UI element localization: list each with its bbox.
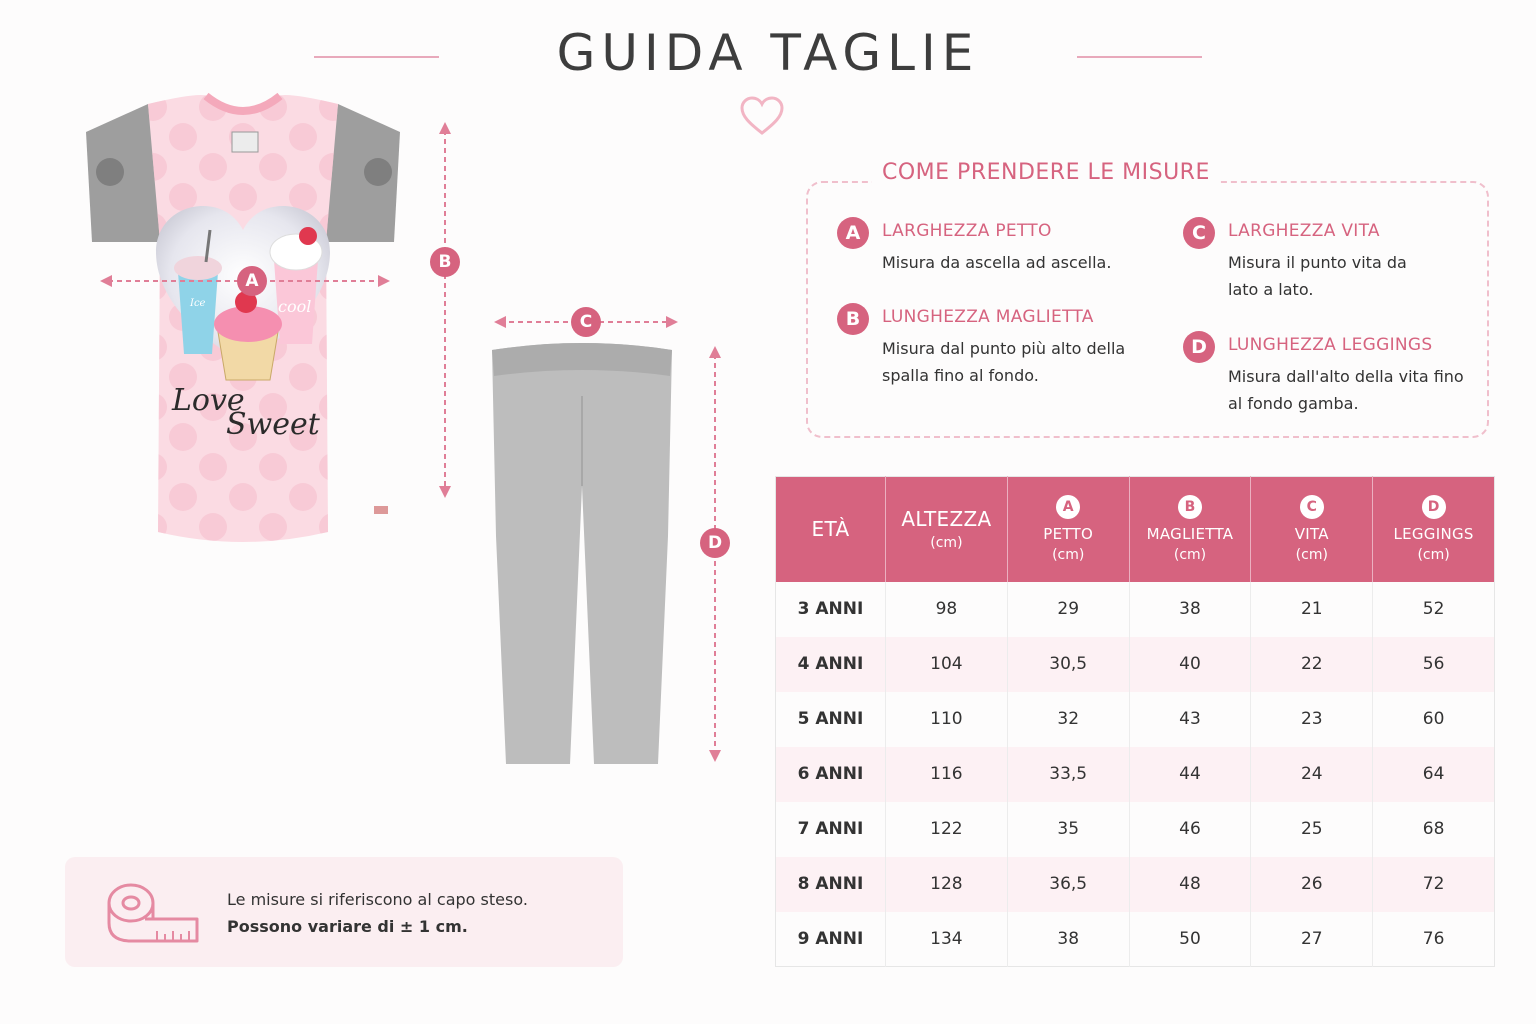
cell-waist: 26 (1251, 857, 1373, 912)
cell-waist: 27 (1251, 912, 1373, 967)
cell-chest: 38 (1007, 912, 1129, 967)
page-title: GUIDA TAGLIE (556, 24, 980, 82)
tshirt-illustration (78, 92, 408, 552)
header-badge: B (1178, 495, 1202, 519)
cup-text-cool: cool (278, 297, 312, 316)
header-height (886, 477, 1008, 582)
marker-d-badge: D (700, 528, 730, 558)
cell-age: 5 ANNI (776, 692, 886, 747)
cell-waist: 24 (1251, 747, 1373, 802)
table-row (776, 857, 1495, 912)
header-label: PETTO (1043, 525, 1094, 544)
cell-age: 8 ANNI (776, 857, 886, 912)
table-row (776, 912, 1495, 967)
heart-icon (739, 96, 785, 136)
cell-chest: 29 (1007, 582, 1129, 637)
cell-chest: 36,5 (1007, 857, 1129, 912)
header-age (776, 477, 886, 582)
cell-shirt: 43 (1129, 692, 1251, 747)
header-shirt (1129, 477, 1251, 582)
note-line-1: Le misure si riferiscono al capo steso. (227, 890, 528, 909)
cell-shirt: 50 (1129, 912, 1251, 967)
cell-age: 7 ANNI (776, 802, 886, 857)
cell-height: 110 (886, 692, 1008, 747)
how-item-title: LARGHEZZA PETTO (882, 221, 1052, 241)
how-item-badge: A (837, 217, 869, 249)
cell-age: 4 ANNI (776, 637, 886, 692)
cell-shirt: 46 (1129, 802, 1251, 857)
cell-shirt: 40 (1129, 637, 1251, 692)
header-label: ETÀ (811, 517, 850, 542)
note-line-2: Possono variare di ± 1 cm. (227, 917, 468, 936)
header-unit: (cm) (1295, 547, 1328, 564)
table-row (776, 582, 1495, 637)
leggings-illustration (482, 336, 682, 770)
cup-text-ice: Ice (190, 298, 206, 309)
cell-chest: 32 (1007, 692, 1129, 747)
how-to-measure-title: COME PRENDERE LE MISURE (872, 160, 1220, 185)
cell-shirt: 48 (1129, 857, 1251, 912)
cell-shirt: 38 (1129, 582, 1251, 637)
header-unit: (cm) (1417, 547, 1450, 564)
header-badge: D (1422, 495, 1446, 519)
how-item-title: LARGHEZZA VITA (1228, 221, 1380, 241)
cell-chest: 35 (1007, 802, 1129, 857)
cell-leggings: 72 (1373, 857, 1495, 912)
cell-height: 98 (886, 582, 1008, 637)
table-row (776, 692, 1495, 747)
header-label: MAGLIETTA (1146, 525, 1234, 544)
cell-waist: 21 (1251, 582, 1373, 637)
header-unit: (cm) (1052, 547, 1085, 564)
cell-waist: 22 (1251, 637, 1373, 692)
measurement-note (65, 857, 623, 967)
cell-height: 128 (886, 857, 1008, 912)
marker-c-badge: C (571, 307, 601, 337)
cell-chest: 33,5 (1007, 747, 1129, 802)
how-item-badge: C (1183, 217, 1215, 249)
cell-leggings: 68 (1422, 819, 1445, 839)
header-unit: (cm) (930, 535, 963, 552)
cell-age: 3 ANNI (776, 582, 886, 637)
table-row (776, 802, 1495, 857)
measuring-tape-icon (105, 879, 201, 945)
how-item-text: Misura il punto vita da lato a lato. (1228, 253, 1407, 299)
table-row (776, 637, 1495, 692)
cell-shirt: 44 (1129, 747, 1251, 802)
header-label: VITA (1294, 525, 1329, 544)
cell-age: 6 ANNI (776, 747, 886, 802)
how-item-text: Misura da ascella ad ascella. (882, 253, 1112, 272)
marker-b-badge: B (430, 247, 460, 277)
header-badge: C (1300, 495, 1324, 519)
how-item-text: Misura dall'alto della vita fino al fondo gamba. (1228, 367, 1464, 413)
header-label: ALTEZZA (901, 507, 992, 532)
how-item-badge: B (837, 303, 869, 335)
header-badge: A (1056, 495, 1080, 519)
how-item-title: LUNGHEZZA MAGLIETTA (882, 307, 1094, 327)
tee-text-sweet: Sweet (226, 407, 320, 442)
header-unit: (cm) (1173, 547, 1207, 564)
cell-height: 134 (886, 912, 1008, 967)
cell-waist: 23 (1251, 692, 1373, 747)
marker-a-badge: A (237, 266, 267, 296)
cell-leggings: 60 (1422, 709, 1445, 729)
how-item-title: LUNGHEZZA LEGGINGS (1228, 335, 1433, 355)
cell-age: 9 ANNI (776, 912, 886, 967)
cell-chest: 30,5 (1007, 637, 1129, 692)
how-item-text: Misura dal punto più alto della spalla fino al fondo. (882, 339, 1126, 385)
cell-leggings: 64 (1373, 747, 1495, 802)
cell-leggings: 76 (1422, 928, 1445, 949)
cell-leggings: 56 (1373, 637, 1495, 692)
cell-height: 116 (886, 747, 1008, 802)
header-leggings (1373, 477, 1495, 582)
header-label: LEGGINGS (1393, 525, 1474, 544)
table-header-row (776, 477, 1495, 582)
cell-leggings: 52 (1422, 599, 1445, 619)
header-waist (1251, 477, 1373, 582)
header-chest (1007, 477, 1129, 582)
cell-height: 104 (886, 637, 1008, 692)
table-row (776, 747, 1495, 802)
size-table (775, 476, 1495, 967)
cell-waist: 25 (1251, 802, 1373, 857)
how-item-badge: D (1183, 331, 1215, 363)
tee-text-love: Love (172, 383, 245, 418)
cell-height: 122 (886, 802, 1008, 857)
